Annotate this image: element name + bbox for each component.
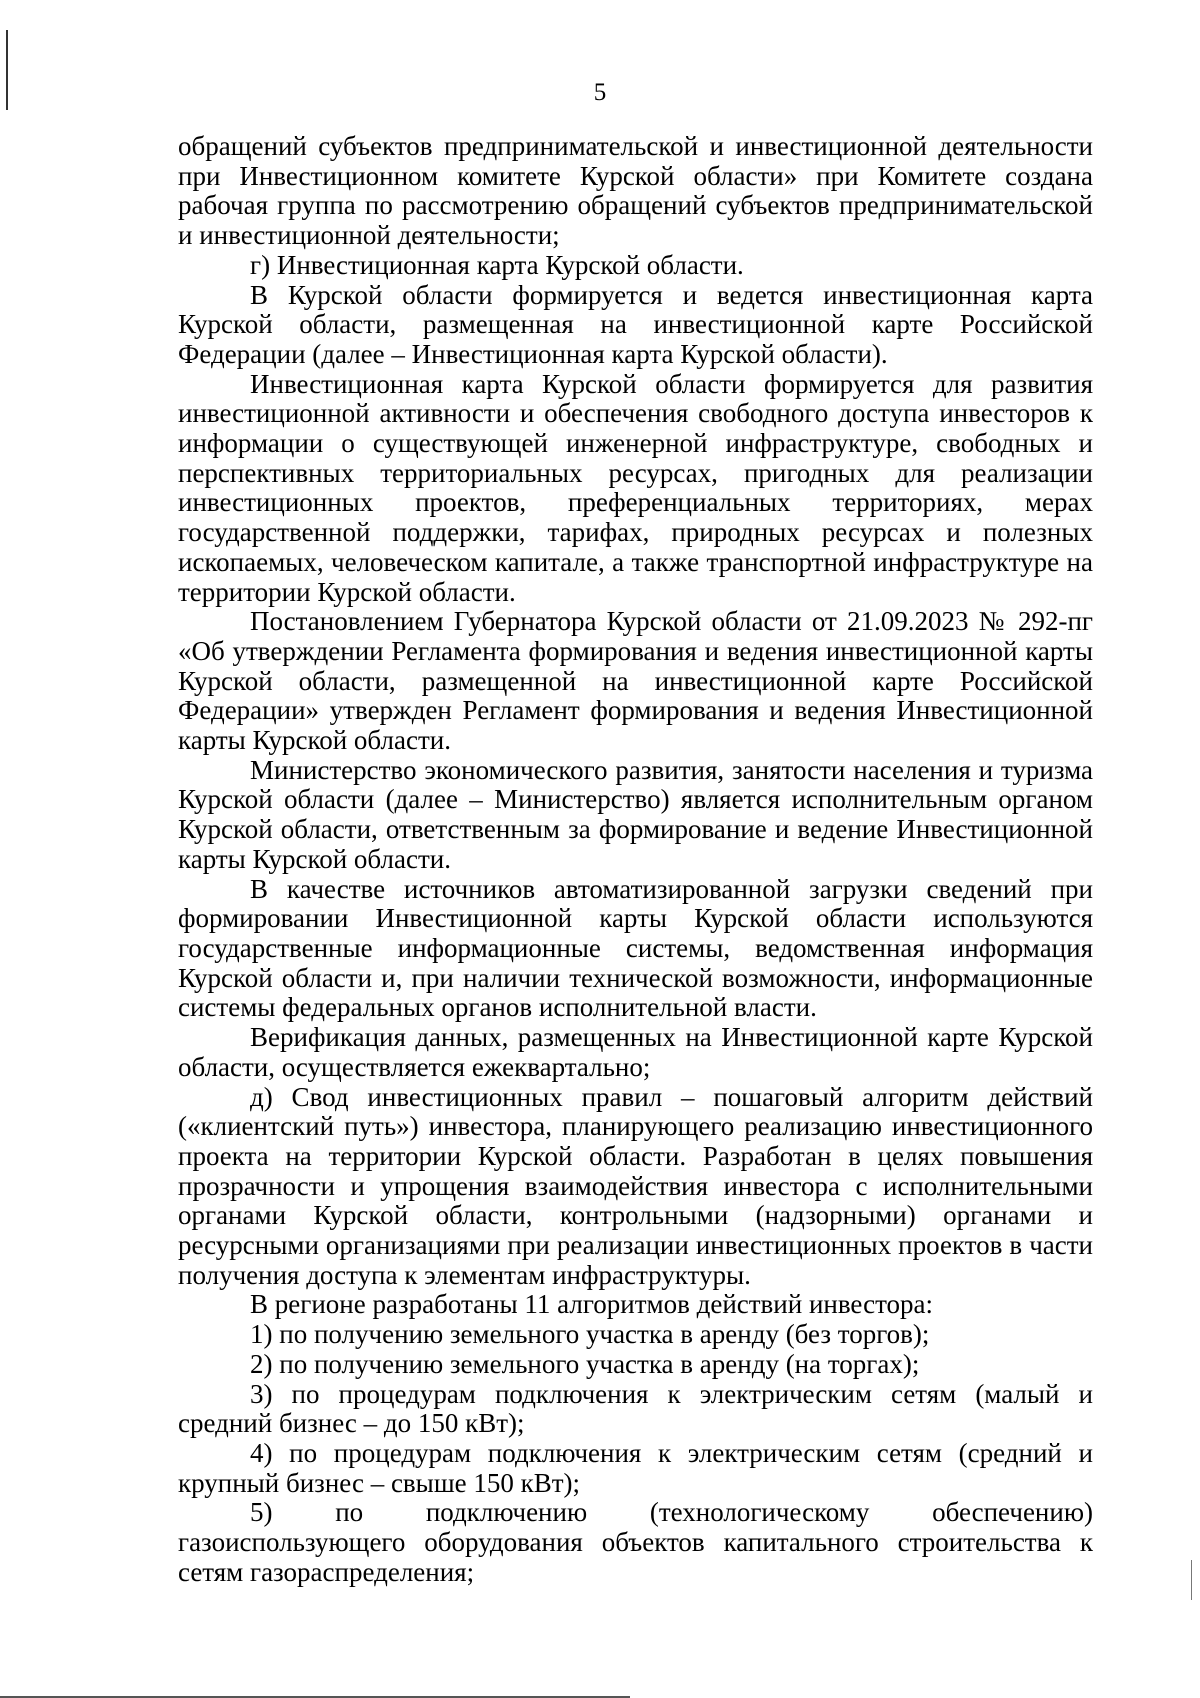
paragraph-4: Инвестиционная карта Курской области формируется для развития инвестиционной активности и обеспечения свободного доступа инвесторов к информации о существующей инженерной инфраструктуре, свободных и перспективных территориальных ресурсах, пригодных для реализации инвестиционных проектов, преференциальных территориях, мерах государственной поддержки, тарифах, природных ресурсах и полезных ископаемых, человеческом капитале, а также транспортной инфраструктуре на территории Курской области. bbox=[178, 368, 1093, 607]
paragraph-9: д) Свод инвестиционных правил – пошаговый алгоритм действий («клиентский путь») инвестора, планирующего реализацию инвестиционного проекта на территории Курской области. Разработан в целях повышения прозрачности и упрощения взаимодействия инвестора с исполнительными органами Курской области, контрольными (надзорными) органами и ресурсными организациями при реализации инвестиционных проектов в части получения доступа к элементам инфраструктуры. bbox=[178, 1081, 1093, 1290]
page-number: 5 bbox=[593, 79, 607, 106]
paragraph-1: обращений субъектов предпринимательской и инвестиционной деятельности при Инвестиционном комитете Курской области» при Комитете создана рабочая группа по рассмотрению обращений субъектов предпринимательской и инвестиционной деятельности; bbox=[178, 131, 1093, 251]
paragraph-6: Министерство экономического развития, занятости населения и туризма Курской области (далее – Министерство) является исполнительным органом Курской области, ответственным за формирование и ведение Инвестиционной карты Курской области. bbox=[178, 754, 1093, 874]
paragraph-8: Верификация данных, размещенных на Инвестиционной карте Курской области, осуществляется ежеквартально; bbox=[178, 1022, 1093, 1082]
paragraph-7: В качестве источников автоматизированной загрузки сведений при формировании Инвестиционной карты Курской области используются государственные информационные системы, ведомственная информация Курской области и, при наличии технической возможности, информационные системы федеральных органов исполнительной власти. bbox=[178, 873, 1093, 1023]
document-body bbox=[178, 132, 1093, 1587]
list-item-4: 4) по процедурам подключения к электрическим сетям (средний и крупный бизнес – свыше 150 кВт); bbox=[178, 1437, 1093, 1498]
scan-edge-mark-right bbox=[1191, 1560, 1192, 1600]
list-item-1: 1) по получению земельного участка в аренду (без торгов); bbox=[250, 1319, 930, 1350]
paragraph-3: В Курской области формируется и ведется инвестиционная карта Курской области, размещенная на инвестиционной карте Российской Федерации (далее – Инвестиционная карта Курской области). bbox=[178, 279, 1093, 369]
paragraph-10: В регионе разработаны 11 алгоритмов действий инвестора: bbox=[250, 1289, 934, 1320]
paragraph-2: г) Инвестиционная карта Курской области. bbox=[250, 249, 744, 280]
list-item-3: 3) по процедурам подключения к электрическим сетям (малый и средний бизнес – до 150 кВт); bbox=[178, 1378, 1093, 1439]
paragraph-5: Постановлением Губернатора Курской области от 21.09.2023 № 292-пг «Об утверждении Регламента формирования и ведения инвестиционной карты Курской области, размещенной на инвестиционной карте Российской Федерации» утвержден Регламент формирования и ведения Инвестиционной карты Курской области. bbox=[178, 606, 1093, 756]
list-item-2: 2) по получению земельного участка в аренду (на торгах); bbox=[250, 1348, 920, 1379]
list-item-5: 5) по подключению (технологическому обеспечению) газоиспользующего оборудования объектов капитального строительства к сетям газораспределения; bbox=[178, 1497, 1093, 1587]
